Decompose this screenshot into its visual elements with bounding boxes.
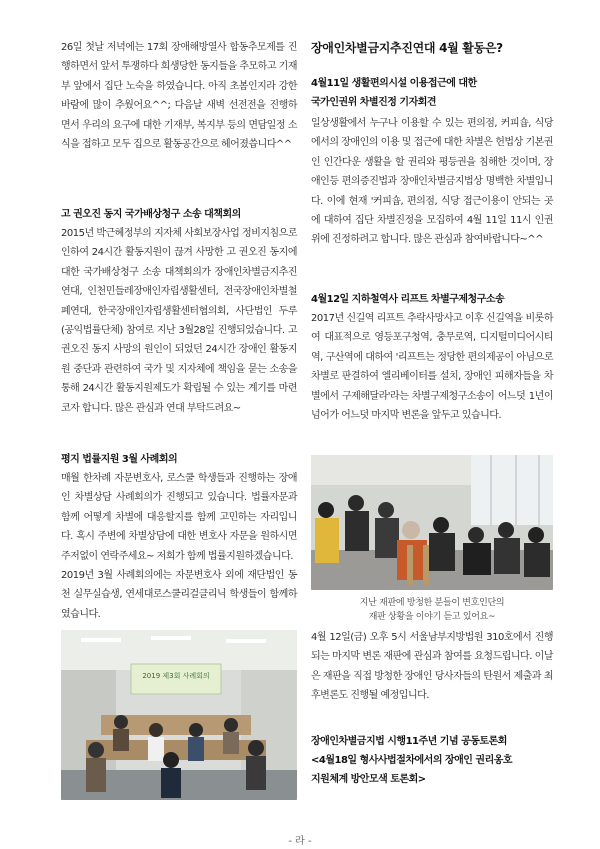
section-body: 매월 한차례 자문변호사, 로스쿨 학생들과 진행하는 장애인 차별상담 사례회의가 진행되고 있습니다. 법률자문과 함께 어떻게 차별에 대응할지를 함께 고민하는 자리입니다. 혹시 주변에 차별상담에 대한 변호사 자문을 원하시면 주저없이 연락주세요~ 저희가 함께 법률지원하겠습니다. 2019년 3월 사례회의에는 자문변호사 외에 재단법인 동천 실무실습생, 연세대로스쿨리걸클리닉 학생들이 함께하였습니다. <box>61 473 297 620</box>
section-heading: 고 권오진 동지 국가배상청구 소송 대책회의 <box>61 209 241 220</box>
intro-paragraph: 26일 첫날 저녁에는 17회 장애해방열사 합동추모제를 진행하면서 앞서 투쟁하다 희생당한 동지들을 추모하고 기재부 앞에서 집단 노숙을 하였습니다. 아직 초봄인지라 강한 바람에 많이 추웠어요^^; 다음날 새벽 선전전을 진행하면서 우리의 요구에 대한 기재부, 복지부 등의 면담일정 소식을 접하고 모두 집으로 활동공간으로 헤어졌씁니다^^ <box>61 42 297 151</box>
trial-notice-paragraph: 4월 12일(금) 오후 5시 서울남부지방법원 310호에서 진행되는 마지막 변론 재판에 관심과 참여를 요청드립니다. 이날은 재판을 직접 방청한 장애인 당사자들의 탄원서 제출과 최후변론도 진행될 예정입니다. <box>311 632 553 702</box>
page-number: - 라 - <box>288 836 312 847</box>
section-legal-support <box>61 450 297 624</box>
meeting-room-image <box>61 630 297 800</box>
section-lift-lawsuit <box>311 290 553 425</box>
intro-block <box>61 38 297 154</box>
section-body: 2015년 박근혜정부의 지자체 사회보장사업 정비지침으로 인하여 24시간 활동지원이 끊겨 사망한 고 권오진 동지에 대한 국가배상청구 소송 대책회의가 장애인차별금지추진연대, 인천민들레장애인자립생활센터, 전국장애인차별철폐연대, 한국장애인자립생활센터협의회, 사단법인 두루(공익법률단체) 참여로 지난 3월28일 진행되었습니다. 고 권오진 동지 사망의 원인이 되었던 24시간 장애인 활동지원 중단과 관련하여 국가 및 지자체에 책임을 묻는 소송을 통해 24시간 활동지원제도가 확립될 수 있는 계기를 마련코자 합니다. 많은 관심과 연대 부탁드려요~ <box>61 228 297 414</box>
section-forum <box>311 732 553 789</box>
section-heading: 장애인차별금지법 시행11주년 기념 공동토론회 <4월18일 형사사법절차에서의 장애인 권리옹호 지원체계 방안모색 토론회> <box>311 736 513 785</box>
photo-caption: 지난 재판에 방청한 분들이 변호인단의 재판 상황을 이야기 듣고 있어요~ <box>359 598 505 622</box>
section-heading: 4월11일 생활편의시설 이용접근에 대한 국가인권위 차별진정 기자회견 <box>311 78 477 108</box>
section-press-conference <box>311 74 553 250</box>
trial-notice-block <box>311 628 553 706</box>
photo-banner-text: 2019 제3회 사례회의 <box>142 672 210 680</box>
section-body: 2017년 신길역 리프트 추락사망사고 이후 신길역을 비롯하여 대표적으로 영등포구청역, 충무로역, 디지털미디어시티역, 구산역에 대하여 '리프트는 정당한 편의제공이 아님으로 차별로 판결하여 엘리베이터를 설치, 장애인 피해자들을 차별에서 구제해달라'라는 차별구제청구소송이 어느덧 1년이 넘어가 어느덧 마지막 변론을 앞두고 있습니다. <box>311 313 553 422</box>
section-body: 일상생활에서 누구나 이용할 수 있는 편의점, 커피숍, 식당에서의 장애인의 이용 및 접근에 대한 차별은 헌법상 기본권인 인간다운 생활을 할 권리와 평등권을 침해한 것이며, 장애인등 편의증진법과 장애인차별금지법상 명백한 차별입니다. 이에 현재 '커피숍, 편의점, 식당 접근이용이 안되는 곳에 대하여 집단 차별진정을 모집하여 4월 11일 11시 인권위에 진정하려고 합니다. 많은 관심과 참여바랍니다~^^ <box>311 118 553 246</box>
courtroom-photo <box>311 455 553 590</box>
court-hallway-image <box>311 455 553 590</box>
section-heading: 평지 법률지원 3월 사례회의 <box>61 454 178 465</box>
section-heading: 4월12일 지하철역사 리프트 차별구제청구소송 <box>311 294 505 305</box>
right-title-block <box>311 40 553 56</box>
section-gwon-ojin <box>61 205 297 418</box>
meeting-photo <box>61 630 297 800</box>
page-title: 장애인차별금지추진연대 4월 활동은? <box>311 41 503 55</box>
